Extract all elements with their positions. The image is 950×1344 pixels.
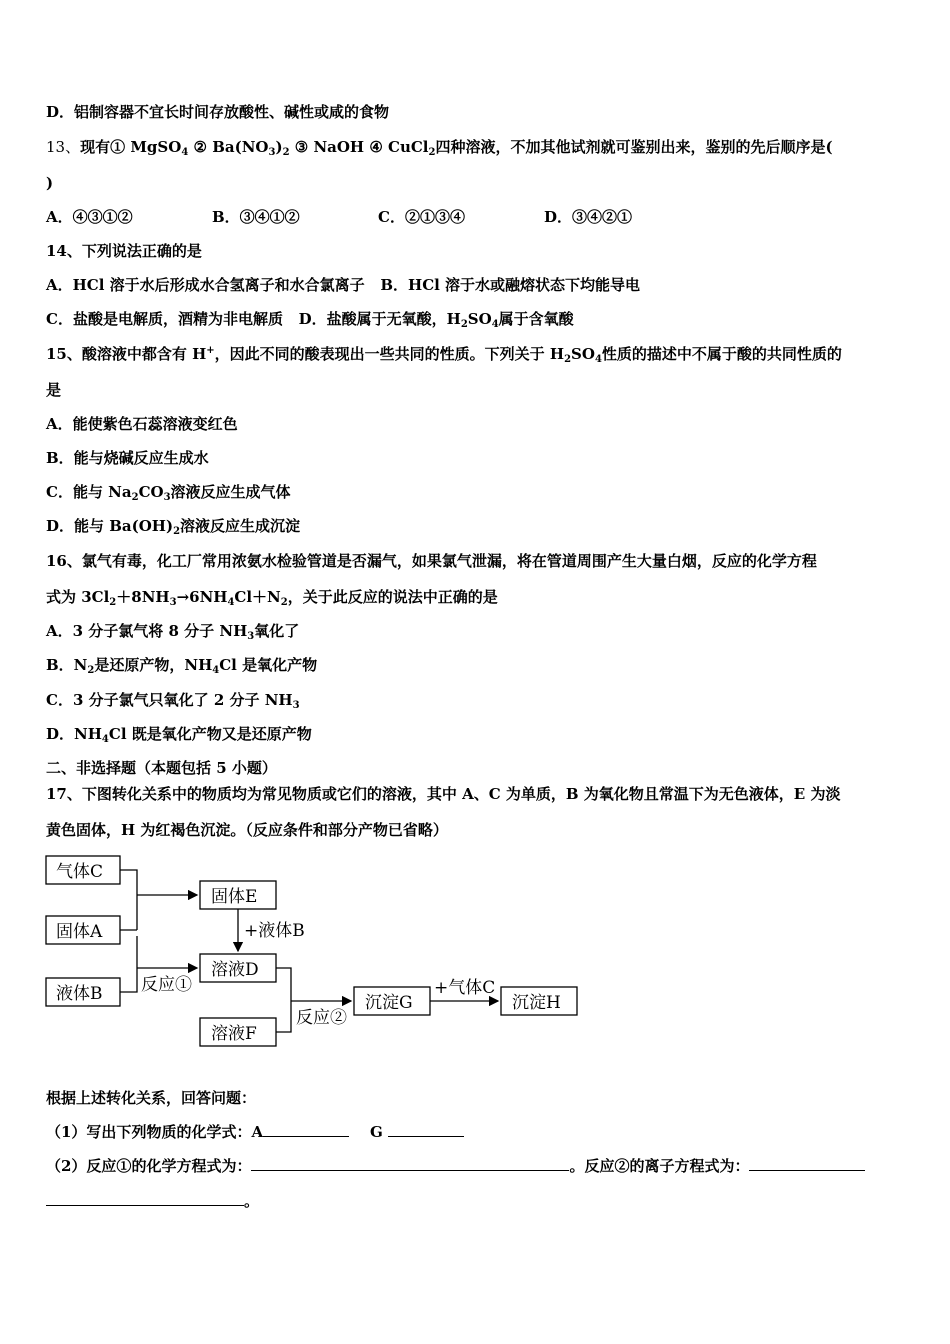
q15-option-a: A．能使紫色石蕊溶液变红色 xyxy=(46,415,238,433)
section-2-title: 二、非选择题（本题包括 5 小题） xyxy=(46,759,277,777)
connector-c-a-to-e xyxy=(120,870,197,930)
q16-eq-a: 式为 3Cl xyxy=(46,588,110,606)
q15-stem-post: 性质的描述中不属于酸的共同性质的 xyxy=(601,345,842,363)
q13-stem-lead: 现有① xyxy=(80,138,131,156)
q14-option-d-mid: SO xyxy=(467,310,492,328)
q16-option-b-post: Cl 是氧化产物 xyxy=(219,656,318,674)
q17-sub1 xyxy=(46,1122,464,1142)
q13-sub1-subscript: 4 xyxy=(181,147,189,158)
q13-option-a: A．④③①② xyxy=(46,208,133,226)
q13-p3: ③ xyxy=(289,138,314,156)
solution-d-label: 溶液D xyxy=(211,960,259,980)
precipitate-g-label: 沉淀G xyxy=(365,993,413,1013)
q13-option-d: D．③④②① xyxy=(544,208,633,226)
q15-option-d-post: 溶液反应生成沉淀 xyxy=(180,517,301,535)
q17-sub1-label: （1）写出下列物质的化学式：A xyxy=(46,1123,264,1141)
q16-option-b-sub2: 4 xyxy=(212,665,220,676)
solid-e-label: 固体E xyxy=(211,887,258,907)
q13-sub2-close: ) xyxy=(275,138,283,156)
q13-option-b: B．③④①② xyxy=(212,208,300,226)
q16-option-d-post: Cl 既是氧化产物又是还原产物 xyxy=(108,725,312,743)
q17-sub1-g-label: G xyxy=(369,1123,389,1141)
q14-option-d-post: 属于含氧酸 xyxy=(498,310,574,328)
q15-option-d-pre: D．能与 Ba(OH) xyxy=(46,517,174,535)
q16-option-b-sub1: 2 xyxy=(87,665,95,676)
q16-option-d-sub: 4 xyxy=(101,734,109,745)
q16-option-a-pre: A．3 分子氯气将 8 分子 NH xyxy=(46,622,248,640)
q14-option-d-pre: D．盐酸属于无氧酸，H xyxy=(298,310,461,328)
q15-option-c-sub1: 2 xyxy=(131,492,139,503)
q13-close-paren: ) xyxy=(46,174,54,192)
q16-option-b-mid: 是还原产物，NH xyxy=(94,656,213,674)
q13-sub2-subscript2: 2 xyxy=(282,147,290,158)
q15-option-c-sub2: 3 xyxy=(163,492,171,503)
precipitate-h-label: 沉淀H xyxy=(512,993,561,1013)
q14-option-d-sub2: 4 xyxy=(491,319,499,330)
answer-blank-g[interactable] xyxy=(388,1122,464,1137)
answer-blank-a[interactable] xyxy=(263,1122,349,1137)
q16-stem-line1: 16、氯气有毒，化工厂常用浓氨水检验管道是否漏气，如果氯气泄漏，将在管道周围产生大量白烟，反应的化学方程 xyxy=(46,552,817,570)
q14-stem: 14、下列说法正确的是 xyxy=(46,242,202,260)
q13-sub4-subscript: 2 xyxy=(428,147,436,158)
q16-option-c-sub: 3 xyxy=(292,700,300,711)
q16-eq-e: ，关于此反应的说法中正确的是 xyxy=(287,588,498,606)
q13-number: 13、 xyxy=(46,138,81,156)
q17-sub2-end: 。 xyxy=(244,1192,260,1210)
q13-sub2: Ba(NO xyxy=(212,138,269,156)
q13-option-c: C．②①③④ xyxy=(378,208,465,226)
q17-stem-line2: 黄色固体，H 为红褐色沉淀。（反应条件和部分产物已省略） xyxy=(46,821,448,839)
q13-sub4: CuCl xyxy=(388,138,429,156)
q15-stem-pre: 15、酸溶液中都含有 H xyxy=(46,345,207,363)
q15-option-c-post: 溶液反应生成气体 xyxy=(170,483,291,501)
q16-option-d-pre: D．NH xyxy=(46,725,102,743)
q17-sub2-label: （2）反应①的化学方程式为： xyxy=(46,1157,252,1175)
q13-sub2-subscript1: 3 xyxy=(268,147,276,158)
reaction-1-label: 反应① xyxy=(141,975,192,995)
solid-a-label: 固体A xyxy=(56,922,103,942)
answer-blank-reaction-2-cont[interactable] xyxy=(46,1191,244,1206)
q13-stem-tail: 四种溶液，不加其他试剂就可鉴别出来，鉴别的先后顺序是( xyxy=(435,138,833,156)
q15-option-c-pre: C．能与 Na xyxy=(46,483,132,501)
q16-eq-s2: 3 xyxy=(169,597,177,608)
q15-stem-mid: ，因此不同的酸表现出一些共同的性质。下列关于 H xyxy=(214,345,565,363)
q16-eq-s4: 2 xyxy=(280,597,288,608)
q16-option-a-sub: 3 xyxy=(247,631,255,642)
q16-option-b-pre: B．N xyxy=(46,656,88,674)
q15-stem-line2: 是 xyxy=(46,381,62,399)
q13-p2: ② xyxy=(188,138,213,156)
q14-option-b: B．HCl 溶于水或融熔状态下均能导电 xyxy=(380,276,641,294)
solution-f-label: 溶液F xyxy=(211,1024,257,1044)
q17-sub2 xyxy=(46,1156,865,1176)
q17-prompt: 根据上述转化关系，回答问题： xyxy=(46,1089,257,1107)
q15-stem-sub1: 2 xyxy=(564,354,572,365)
q16-eq-b: ＋8NH xyxy=(116,588,170,606)
q16-eq-d: Cl＋N xyxy=(234,588,281,606)
q15-option-d-sub: 2 xyxy=(173,526,181,537)
reaction-2-label: 反应② xyxy=(296,1008,347,1028)
q14-option-a: A．HCl 溶于水后形成水合氢离子和水合氯离子 xyxy=(46,276,365,294)
q15-stem-sub2: 4 xyxy=(594,354,602,365)
q13-sub3: NaOH xyxy=(313,138,365,156)
liquid-b-label: 液体B xyxy=(56,984,103,1004)
q15-option-c-mid: CO xyxy=(138,483,164,501)
q14-option-c: C．盐酸是电解质，酒精为非电解质 xyxy=(46,310,283,328)
plus-gas-c-label: +气体C xyxy=(434,978,496,998)
q12-option-d: D．铝制容器不宜长时间存放酸性、碱性或咸的食物 xyxy=(46,103,390,121)
q13-sub1: MgSO xyxy=(130,138,182,156)
q15-option-b: B．能与烧碱反应生成水 xyxy=(46,449,209,467)
q15-stem-sup: + xyxy=(206,345,215,356)
q17-sub2-mid: 。反应②的离子方程式为： xyxy=(569,1157,750,1175)
answer-blank-reaction-2[interactable] xyxy=(749,1156,865,1171)
q16-eq-s1: 2 xyxy=(109,597,117,608)
answer-blank-reaction-1[interactable] xyxy=(251,1156,569,1171)
q17-sub2-cont xyxy=(46,1191,259,1211)
q16-eq-s3: 4 xyxy=(227,597,235,608)
q15-stem-mid2: SO xyxy=(571,345,595,363)
q16-option-a-post: 氧化了 xyxy=(254,622,300,640)
q16-eq-c: →6NH xyxy=(176,588,228,606)
q17-stem-line1: 17、下图转化关系中的物质均为常见物质或它们的溶液，其中 A、C 为单质，B 为氧化物且常温下为无色液体，E 为淡 xyxy=(46,785,841,803)
q16-option-c-pre: C．3 分子氯气只氧化了 2 分子 NH xyxy=(46,691,293,709)
q14-option-d-sub1: 2 xyxy=(460,319,468,330)
q13-p4: ④ xyxy=(364,138,389,156)
plus-liquid-b-label: +液体B xyxy=(244,921,305,941)
gas-c-label: 气体C xyxy=(56,862,104,882)
